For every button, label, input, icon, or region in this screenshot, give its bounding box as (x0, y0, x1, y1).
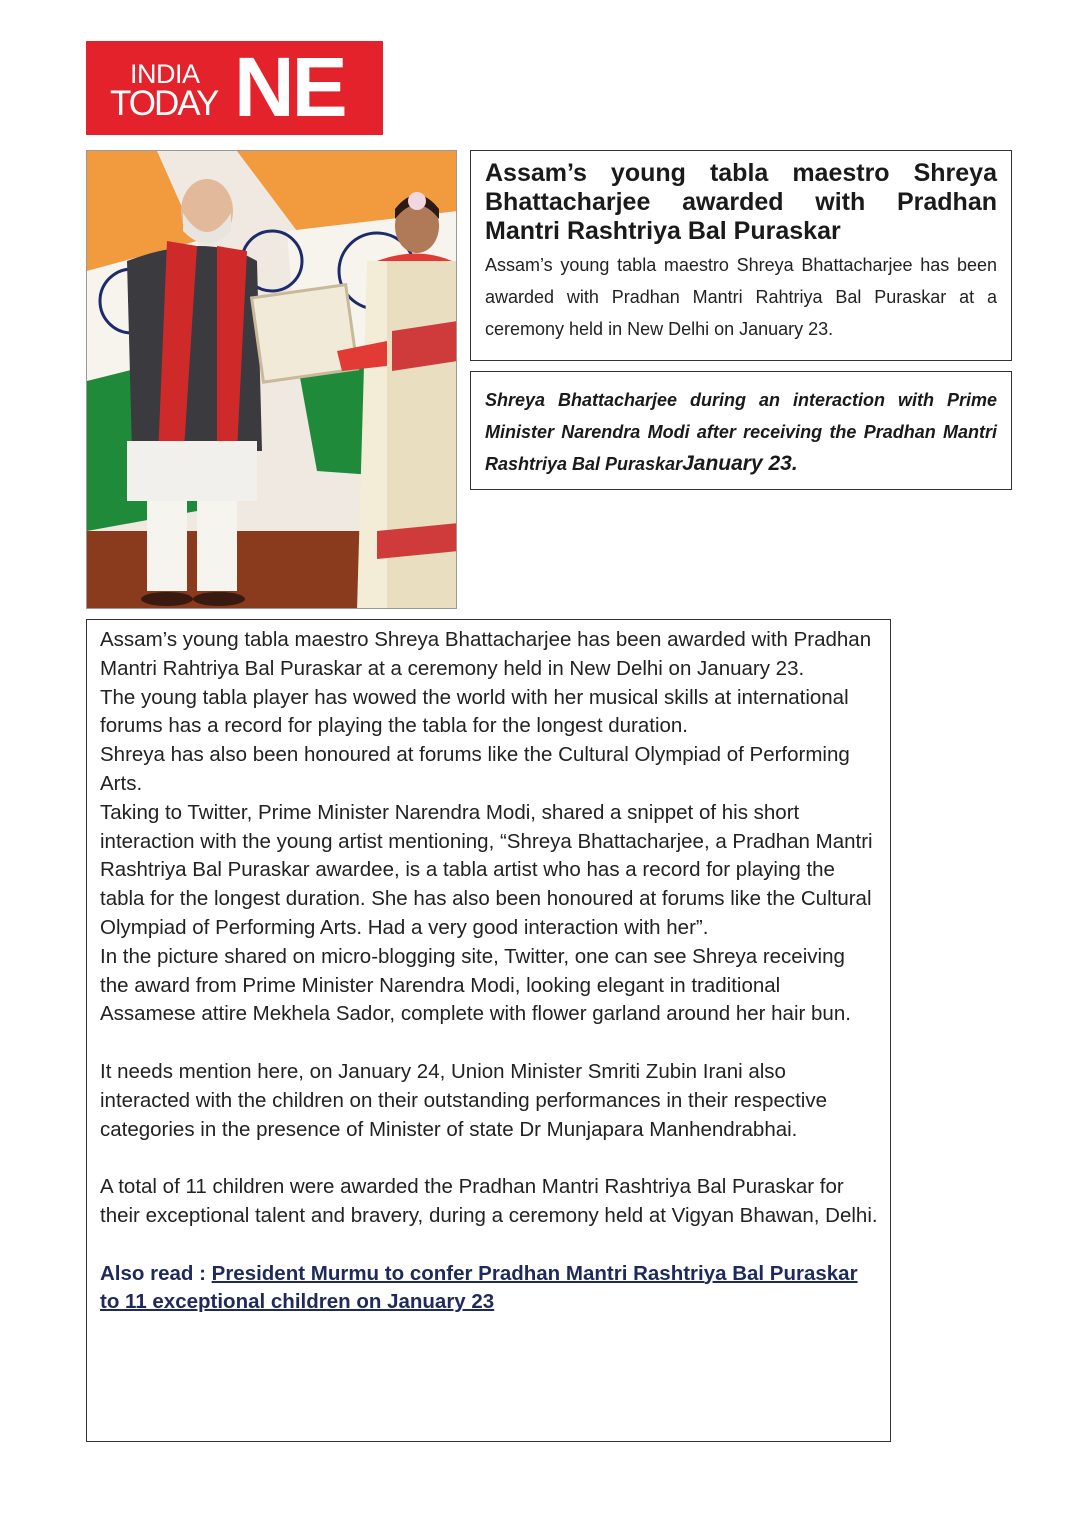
photo-caption (485, 384, 997, 480)
also-read-label: Also read : (100, 1261, 212, 1285)
article-body (86, 619, 891, 1442)
body-paragraph: Taking to Twitter, Prime Minister Narendra Modi, shared a snippet of his short interaction with the young artist mentioning, “Shreya Bhattacharjee, a Pradhan Mantri Rashtriya Bal Puraskar awardee, is a tabla artist who has a record for playing the tabla for the longest duration. She has also been honoured at forums like the Cultural Olympiad of Performing Arts. Had a very good interaction with her”. (100, 800, 873, 939)
article-summary: Assam’s young tabla maestro Shreya Bhattacharjee has been awarded with Pradhan Mantri Rahtriya Bal Puraskar at a ceremony held in New Delhi on January 23. (485, 255, 997, 339)
photo-caption-text: Shreya Bhattacharjee during an interaction with Prime Minister Narendra Modi after receiving the Pradhan Mantri Rashtriya Bal Puraskar (485, 390, 997, 474)
body-paragraph: In the picture shared on micro-blogging site, Twitter, one can see Shreya receiving the award from Prime Minister Narendra Modi, looking elegant in traditional Assamese attire Mekhela Sador, complete with flower garland around her hair bun. (100, 944, 851, 1026)
also-read (100, 1260, 878, 1318)
india-today-ne-logo (86, 41, 383, 135)
award-photo-illustration (87, 151, 457, 609)
caption-box (470, 371, 1012, 490)
logo-wordmark (110, 61, 217, 121)
photo-caption-date: January 23. (682, 452, 798, 475)
body-paragraph: Assam’s young tabla maestro Shreya Bhattacharjee has been awarded with Pradhan Mantri Rahtriya Bal Puraskar at a ceremony held in New Delhi on January 23. (100, 628, 872, 680)
logo-today-text: TODAY (110, 84, 218, 123)
article-headline: Assam’s young tabla maestro Shreya Bhattacharjee awarded with Pradhan Mantri Rashtriya Bal Puraskar (485, 159, 997, 245)
body-paragraph: Shreya has also been honoured at forums like the Cultural Olympiad of Performing Arts. (100, 743, 850, 795)
award-photo (86, 150, 457, 609)
logo-ne-text: NE (234, 41, 345, 134)
logo-india-text: INDIA (130, 59, 200, 89)
body-paragraph: A total of 11 children were awarded the Pradhan Mantri Rashtriya Bal Puraskar for their exceptional talent and bravery, during a ceremony held at Vigyan Bhawan, Delhi. (100, 1175, 878, 1227)
body-paragraph: The young tabla player has wowed the world with her musical skills at international forums has a record for playing the tabla for the longest duration. (100, 685, 849, 738)
headline-box (470, 150, 1012, 361)
also-read-link[interactable]: President Murmu to confer Pradhan Mantri Rashtriya Bal Puraskar to 11 exceptional children on January 23 (100, 1261, 858, 1314)
body-paragraph: It needs mention here, on January 24, Union Minister Smriti Zubin Irani also interacted with the children on their outstanding performances in their respective categories in the presence of Minister of state Dr Munjapara Manhendrabhai. (100, 1059, 828, 1141)
